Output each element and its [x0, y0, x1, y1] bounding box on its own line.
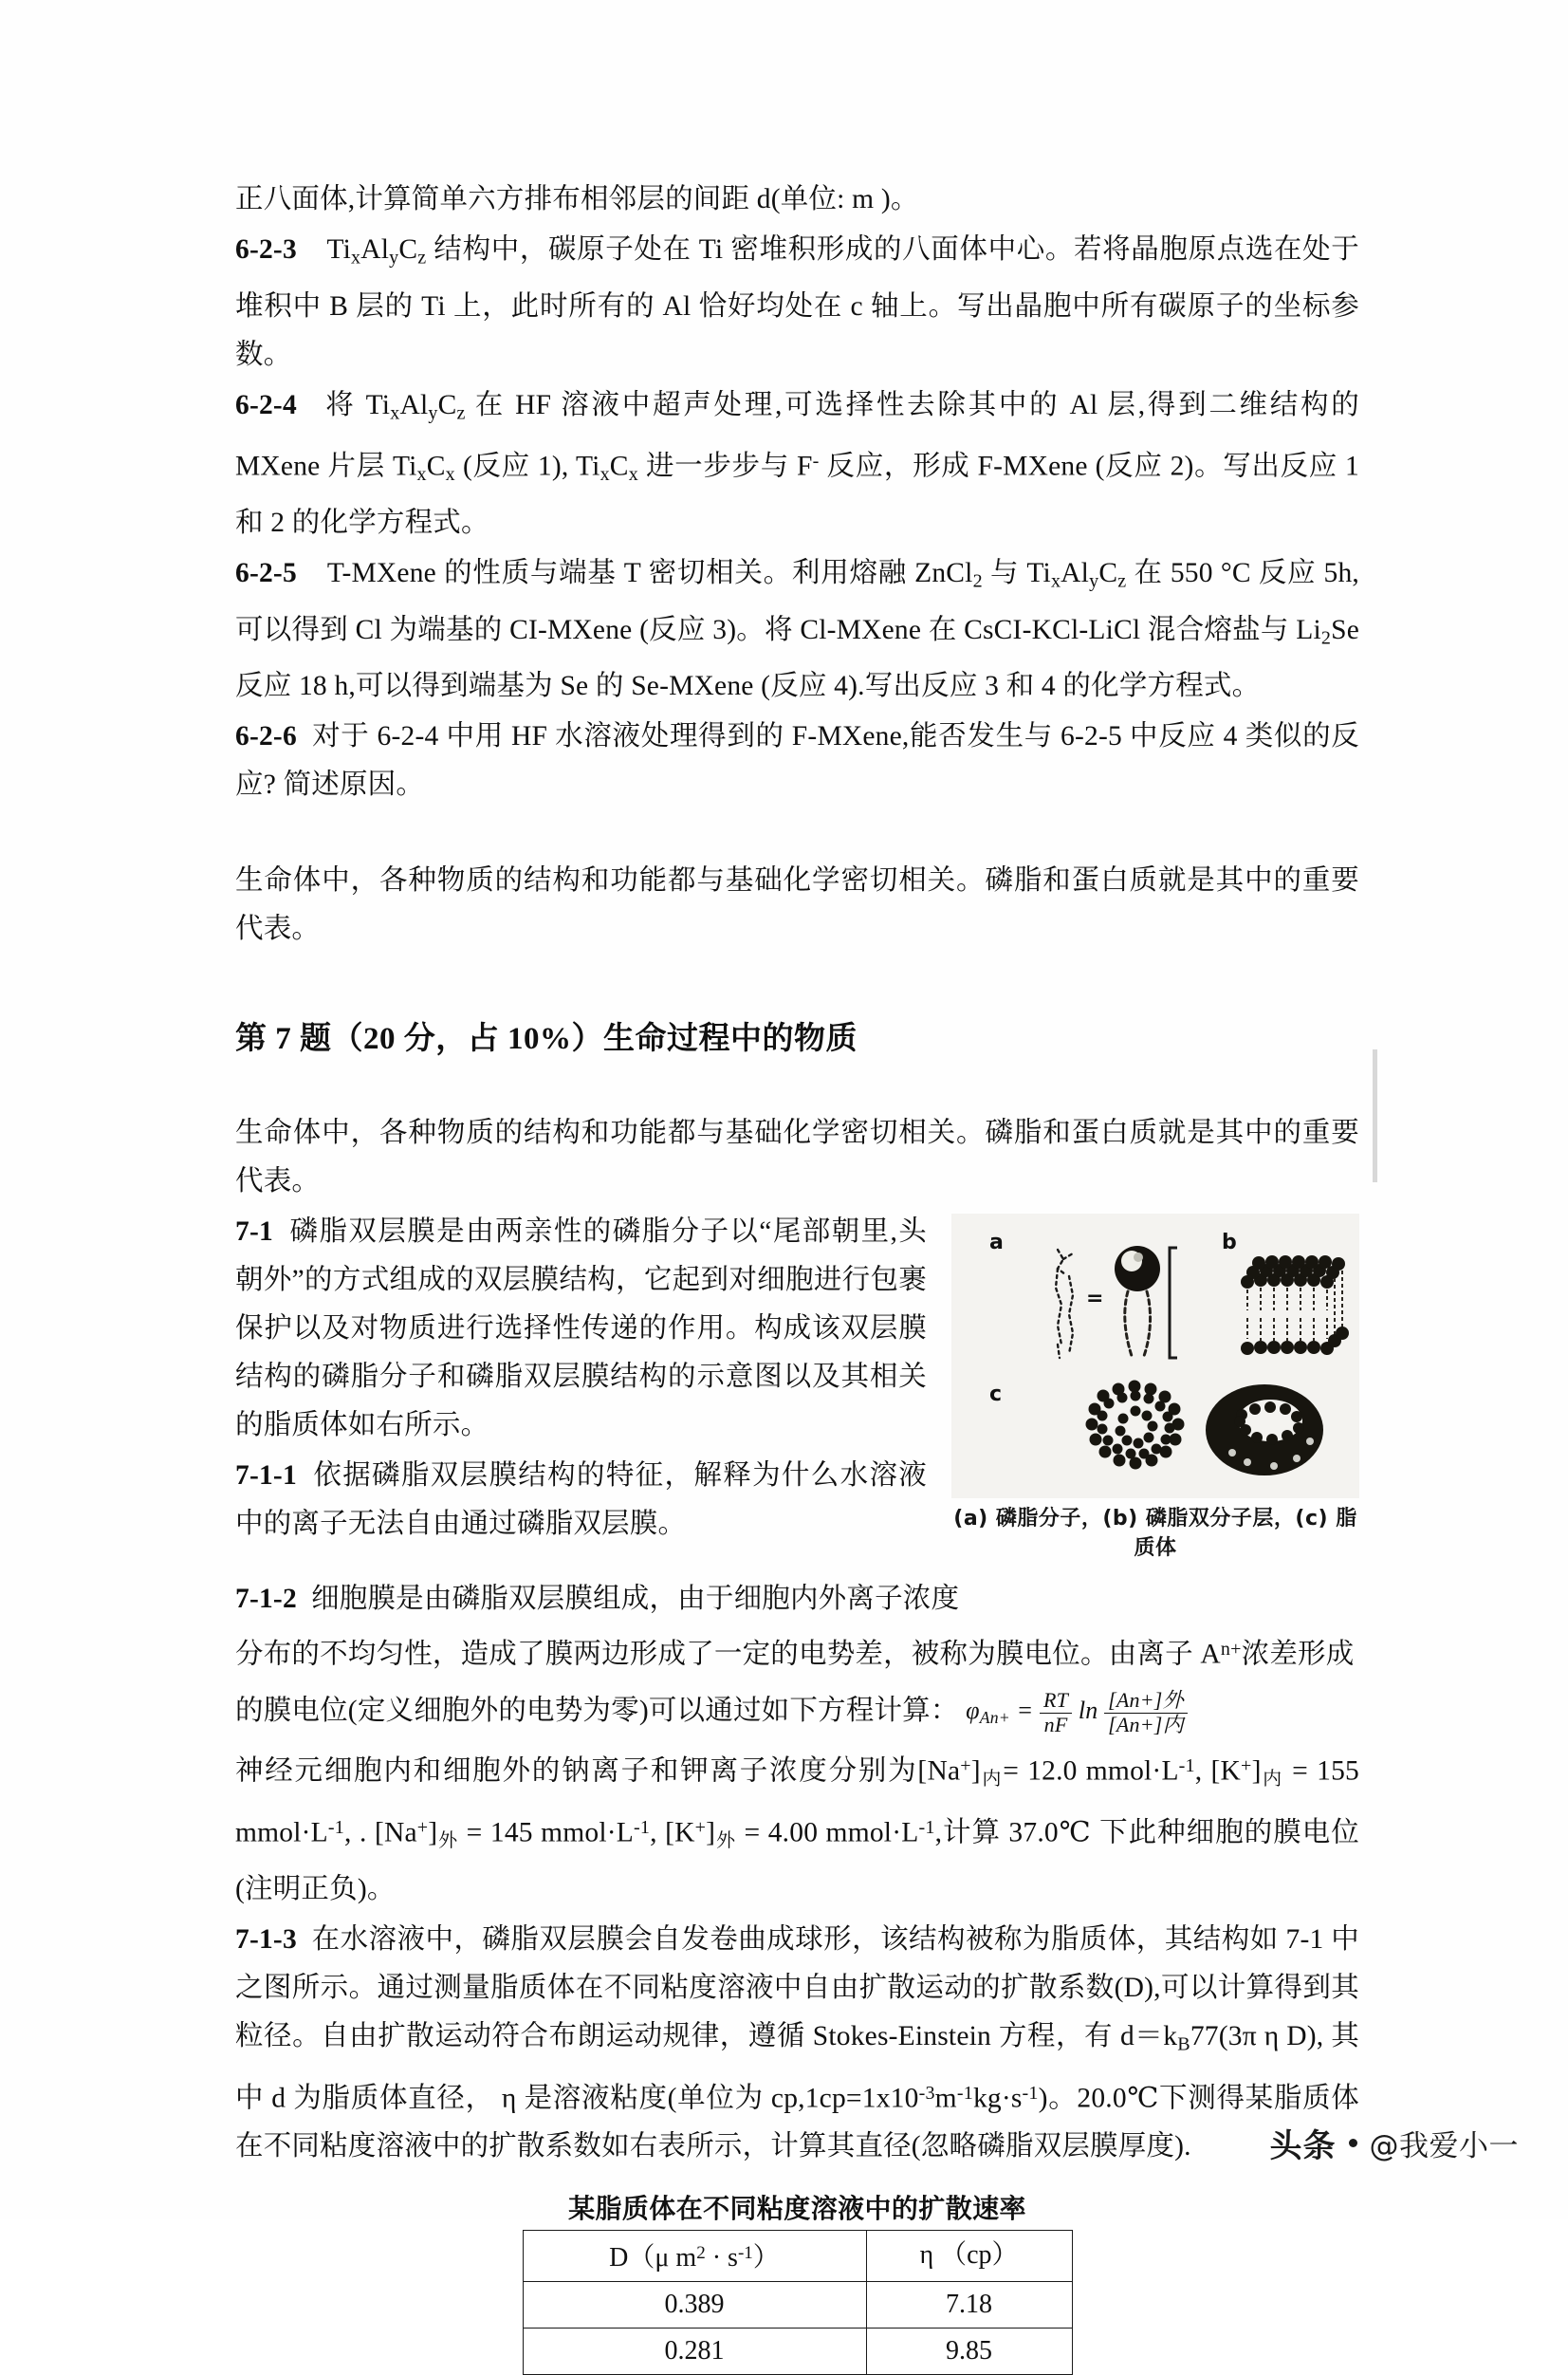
paragraph-6-2-6: [235, 713, 1359, 809]
item-number-6-2-4: 6-2-4: [235, 389, 297, 420]
equation-conc-inside: [An+]内: [1104, 1713, 1188, 1737]
text-7-1-2-line2a: 分布的不均匀性，造成了膜两边形成了一定的电势差，被称为膜电位。由离子 A: [235, 1639, 1221, 1670]
figure-caption: (a) 磷脂分子，(b) 磷脂双分子层，(c) 脂质体: [953, 1507, 1357, 1561]
figure-diagram-svg: [951, 1214, 1359, 1498]
paragraph-6-2-3-continued: [235, 176, 1359, 224]
item-number-6-2-5: 6-2-5: [235, 558, 297, 589]
text-7-1-2-line2b: 浓差形成: [1241, 1639, 1355, 1670]
equation-rt: RT: [1043, 1688, 1069, 1712]
table-row: [523, 2281, 1072, 2328]
page-title: 第 7 题（20 分，占 10%）生命过程中的物质: [235, 1022, 858, 1057]
text-7-1: 磷脂双层膜是由两亲性的磷脂分子以“尾部朝里,头朝外”的方式组成的双层膜结构，它起到对细胞进行包裹保护以及对物质进行选择性传递的作用。构成该双层膜结构的磷脂分子和磷脂双层膜结构的示意图以及其相关的脂质体如右所示。: [235, 1216, 927, 1441]
text-life-intro-2: 生命体中，各种物质的结构和功能都与基础化学密切相关。磷脂和蛋白质就是其中的重要代表。: [235, 1118, 1359, 1197]
diffusion-rate-table: [523, 2230, 1073, 2375]
table-header-eta: η （cp）: [866, 2230, 1072, 2281]
figure-panel-label-c: c: [989, 1382, 1003, 1407]
table-cell-d-2: 0.281: [523, 2328, 866, 2374]
paragraph-6-2-4: 6-2-4 将 $Ti_xAl_yC_z$ 在 HF 溶液中超声处理,可选择性去除其中的 Al 层,得到二维结构的 MXene 片层 $Ti_xC_x$ (反应 1), $Ti_xC_x$ 进一步步与 F- 反应，形成 F-MXene (反应 2)。写出反应 1 和 2 的化学方程式。: [235, 389, 1359, 539]
spacer-3: [235, 1064, 1359, 1109]
figure-phospholipid: [951, 1214, 1359, 1561]
item-number-6-2-6: 6-2-6: [235, 721, 297, 752]
watermark: [1270, 2120, 1520, 2166]
text-7-1-2-line1: 细胞膜是由磷脂双层膜组成，由于细胞内外离子浓度: [311, 1584, 960, 1615]
figure-panel-label-b: b: [1222, 1231, 1237, 1255]
paragraph-7-1-2-data: 神经元细胞内和细胞外的钠离子和钾离子浓度分别为$[Na^+]_内= 12.0$ $mmol\cdot L^{-1}$, $[K^+]_内 = 155$ $mmol\cdot L^{-1}$, . $[Na^+]_外 = 145$ $mmol\cdot L^{-1}$, $[K^+]_外 = 4.00$ $mmol\cdot L^{-1}$,计算 37.0℃ 下此种细胞的膜电位(注明正负)。: [235, 1754, 1360, 1904]
spacer-1: [235, 811, 1359, 857]
watermark-dot-icon: [1349, 2139, 1357, 2147]
watermark-logo: 头条: [1269, 2127, 1337, 2165]
table-title: 某脂质体在不同粘度溶液中的扩散速率: [568, 2194, 1026, 2224]
equation-fraction-rt-nf: [1040, 1689, 1072, 1736]
text-7-1-1: 依据磷脂双层膜结构的特征，解释为什么水溶液中的离子无法自由通过磷脂双层膜。: [235, 1460, 927, 1540]
paragraph-7-1-3: 7-1-3 在水溶液中，磷脂双层膜会自发卷曲成球形，该结构被称为脂质体，其结构如 7-1 中之图所示。通过测量脂质体在不同粘度溶液中自由扩散运动的扩散系数(D),可以计算得到其粒径。自由扩散运动符合布朗运动规律，遵循 Stokes-Einstein 方程，有 $d=k_B77(3\pi$ η D), 其中 d 为脂质体直径， η 是溶液粘度(单位为 $cp,1cp=1x10^{-3}m^{-1}kg\cdot s^{-1}$)。20.0℃下测得某脂质体在不同粘度溶液中的扩散系数如右表所示，计算其直径(忽略磷脂双层膜厚度).: [235, 1923, 1360, 2162]
text-7-1-2-line3: 的膜电位(定义细胞外的电势为零)可以通过如下方程计算：: [235, 1695, 959, 1726]
item-number-7-1: 7-1: [235, 1216, 273, 1248]
equation-equals: =: [1016, 1697, 1034, 1725]
text-6-2-3-continued: 正八面体,计算简单六方排布相邻层的间距 d(单位: m )。: [235, 184, 919, 214]
figure-image: [951, 1214, 1359, 1498]
text-6-2-6: 对于 6-2-4 中用 HF 水溶液处理得到的 F-MXene,能否发生与 6-2-5 中反应 4 类似的反应? 简述原因。: [235, 721, 1359, 801]
table-cell-eta-2: 9.85: [866, 2328, 1072, 2374]
equation-conc-outside: [An+]外: [1108, 1688, 1184, 1712]
item-number-7-1-1: 7-1-1: [235, 1460, 297, 1492]
equation-nf: nF: [1040, 1713, 1072, 1737]
equation-phi: φ: [966, 1697, 980, 1725]
paragraph-6-2-5: 6-2-5 T-MXene 的性质与端基 T 密切相关。利用熔融 ZnCl$_2$ 与 $Ti_xAl_yC_z$ 在 550 °C 反应 5h,可以得到 Cl 为端基的 CI-MXene (反应 3)。将 Cl-MXene 在 CsCI-KCl-LiCl 混合熔盐与 $Li_2Se$ 反应 18 h,可以得到端基为 Se 的 Se-MXene (反应 4).写出反应 3 和 4 的化学方程式。: [235, 558, 1359, 702]
table-row: [523, 2328, 1072, 2374]
equation-phi-subscript: An+: [979, 1708, 1010, 1728]
table-cell-d-1: 0.389: [523, 2281, 866, 2328]
table-header-row: [523, 2230, 1072, 2281]
paragraph-life-intro-2: [235, 1109, 1359, 1206]
paragraph-7-1-2-line1: [235, 1575, 1359, 1624]
watermark-handle: @我爱小一: [1369, 2129, 1519, 2163]
paragraph-6-2-3: 6-2-3 $Ti_xAl_yC_z$ 结构中，碳原子处在 Ti 密堆积形成的八面体中心。若将晶胞原点选在处于堆积中 B 层的 Ti 上，此时所有的 Al 恰好均处在 c 轴上。写出晶胞中所有碳原子的坐标参数。: [235, 234, 1359, 370]
paragraph-7-1-2-equation-line: [235, 1681, 1359, 1740]
document-body: [235, 176, 1359, 2375]
item-number-6-2-3: 6-2-3: [235, 234, 297, 265]
text-life-intro-1: 生命体中，各种物质的结构和功能都与基础化学密切相关。磷脂和蛋白质就是其中的重要代表。: [235, 865, 1359, 945]
figure-panel-label-a: a: [989, 1231, 1004, 1255]
page-scroll-artifact: [1373, 1049, 1377, 1182]
membrane-potential-equation: [966, 1689, 1188, 1736]
item-number-7-1-2: 7-1-2: [235, 1584, 297, 1615]
paragraph-7-1-2-line2: 分布的不均匀性，造成了膜两边形成了一定的电势差，被称为膜电位。由离子 $A^{n+}$浓差形成: [235, 1639, 1355, 1670]
table-cell-eta-1: 7.18: [866, 2281, 1072, 2328]
item-number-7-1-3: 7-1-3: [235, 1923, 297, 1955]
spacer-2: [235, 956, 1359, 1014]
paragraph-life-intro-1: [235, 857, 1359, 954]
figure-equals-sign: =: [1086, 1287, 1104, 1311]
table-header-d: D（μ $m^2 \cdot s^{-1}$）: [523, 2230, 866, 2281]
equation-fraction-concentrations: [1104, 1689, 1188, 1736]
equation-ln: ln: [1078, 1697, 1098, 1725]
